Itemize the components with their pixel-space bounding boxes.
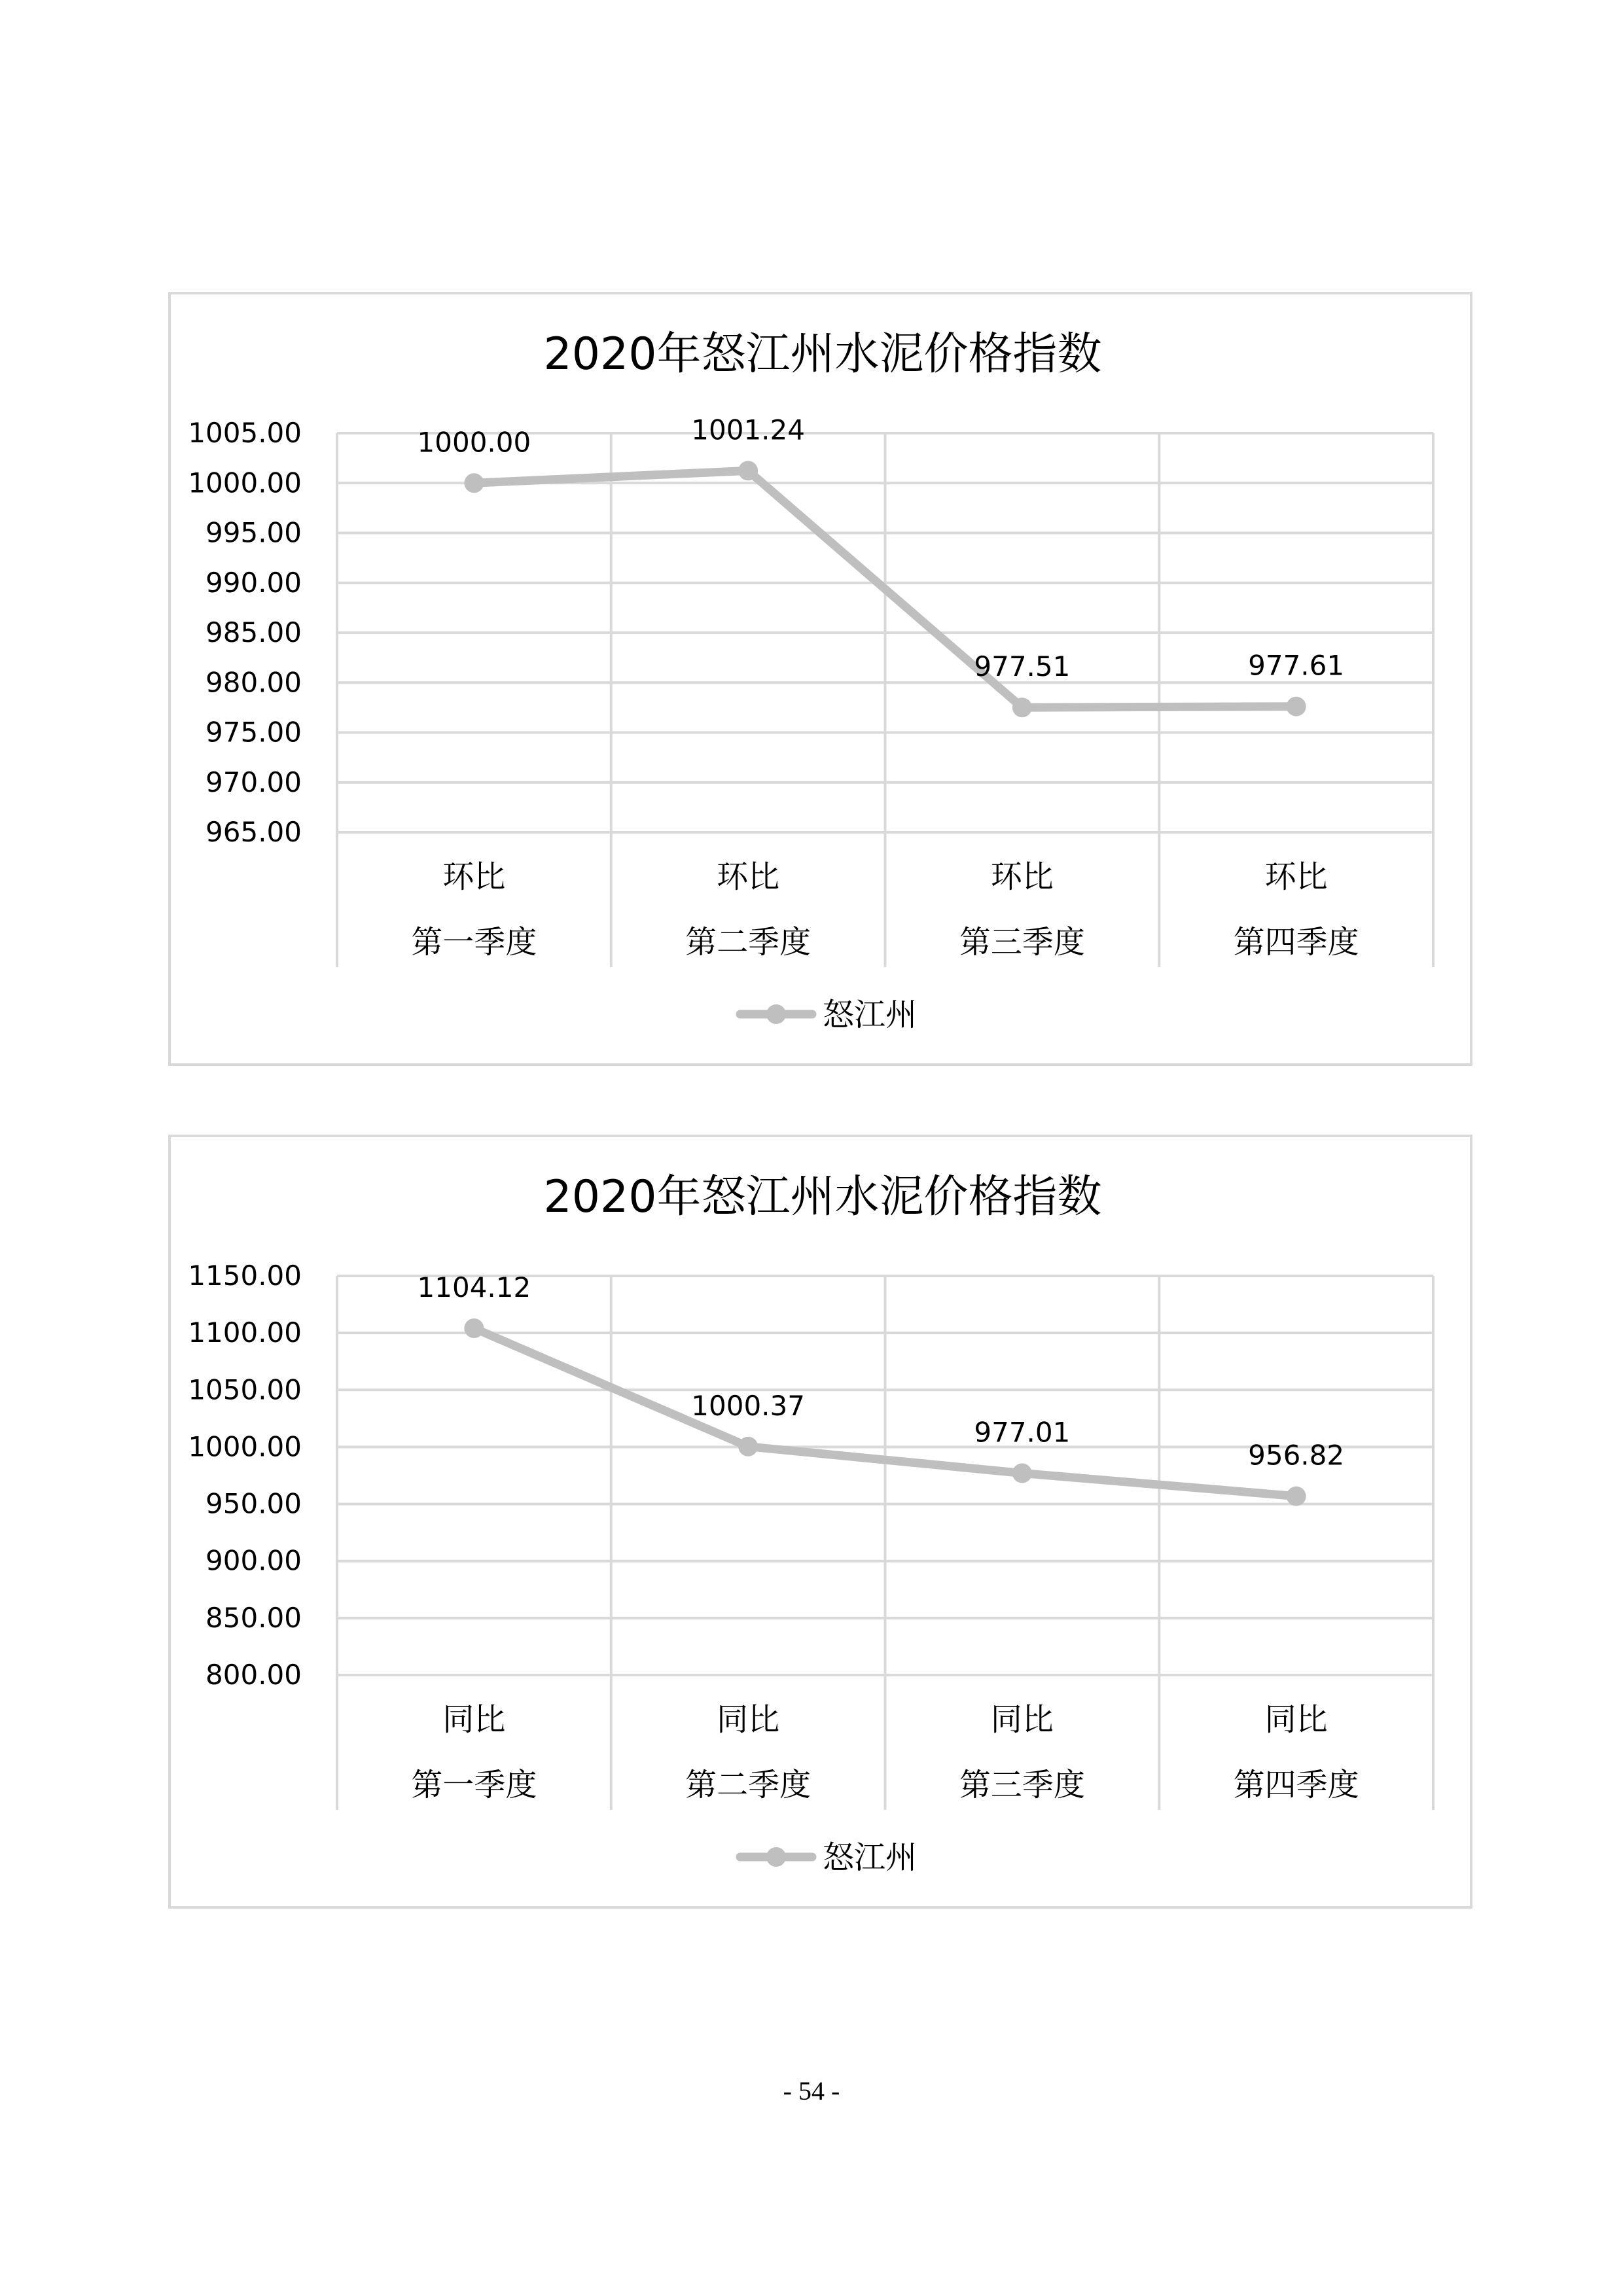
data-label: 1001.24 [691, 414, 805, 446]
x-group-label: 第四季度 [1233, 924, 1359, 961]
chart-title: 2020年怒江州水泥价格指数 [543, 1171, 1102, 1223]
x-group-label: 第三季度 [959, 924, 1085, 961]
x-category-label: 环比 [1264, 858, 1328, 895]
data-point [1287, 697, 1306, 716]
data-label: 977.01 [974, 1416, 1071, 1449]
x-category-label: 同比 [442, 1701, 506, 1738]
y-tick-label: 995.00 [205, 516, 302, 549]
x-group-label: 第一季度 [411, 924, 537, 961]
data-point [1287, 1487, 1306, 1506]
legend-marker [766, 1847, 786, 1867]
y-tick-label: 1150.00 [188, 1260, 302, 1292]
chart-year-on-year [168, 1135, 1472, 1909]
data-point [464, 473, 484, 493]
y-tick-label: 980.00 [205, 666, 302, 699]
chart-year-on-year-svg [171, 1137, 1475, 1911]
y-tick-label: 975.00 [205, 716, 302, 749]
x-category-label: 同比 [1264, 1701, 1328, 1738]
y-tick-label: 990.00 [205, 566, 302, 599]
data-point [1012, 1463, 1032, 1483]
chart-ring-ratio-svg [171, 294, 1475, 1069]
chart-ring-ratio [168, 292, 1472, 1066]
x-group-label: 第二季度 [685, 1767, 812, 1803]
x-group-label: 第四季度 [1233, 1767, 1359, 1803]
y-tick-label: 900.00 [205, 1544, 302, 1577]
x-category-label: 环比 [717, 858, 780, 895]
data-point [464, 1318, 484, 1338]
x-category-label: 环比 [990, 858, 1054, 895]
legend-label: 怒江州 [823, 997, 918, 1033]
page-number: - 54 - [783, 2076, 840, 2106]
y-tick-label: 1005.00 [188, 417, 302, 449]
legend-label: 怒江州 [823, 1839, 918, 1876]
chart-title: 2020年怒江州水泥价格指数 [543, 328, 1102, 380]
y-tick-label: 850.00 [205, 1601, 302, 1634]
y-tick-label: 1100.00 [188, 1316, 302, 1349]
x-group-label: 第一季度 [411, 1767, 537, 1803]
data-label: 1000.37 [691, 1389, 805, 1422]
x-category-label: 同比 [990, 1701, 1054, 1738]
y-tick-label: 1050.00 [188, 1373, 302, 1406]
x-category-label: 环比 [442, 858, 506, 895]
y-tick-label: 970.00 [205, 766, 302, 798]
y-tick-label: 1000.00 [188, 1430, 302, 1463]
data-label: 977.61 [1248, 649, 1345, 682]
legend-marker [766, 1004, 786, 1024]
data-point [738, 1437, 758, 1457]
y-tick-label: 1000.00 [188, 467, 302, 499]
data-label: 1104.12 [417, 1271, 531, 1303]
data-point [1012, 698, 1032, 717]
x-category-label: 同比 [717, 1701, 780, 1738]
data-label: 977.51 [974, 650, 1071, 683]
x-group-label: 第二季度 [685, 924, 812, 961]
y-tick-label: 800.00 [205, 1659, 302, 1691]
x-group-label: 第三季度 [959, 1767, 1085, 1803]
y-tick-label: 950.00 [205, 1487, 302, 1520]
y-tick-label: 965.00 [205, 816, 302, 848]
data-label: 1000.00 [417, 426, 531, 459]
y-tick-label: 985.00 [205, 616, 302, 648]
data-label: 956.82 [1248, 1439, 1345, 1472]
data-point [738, 461, 758, 480]
